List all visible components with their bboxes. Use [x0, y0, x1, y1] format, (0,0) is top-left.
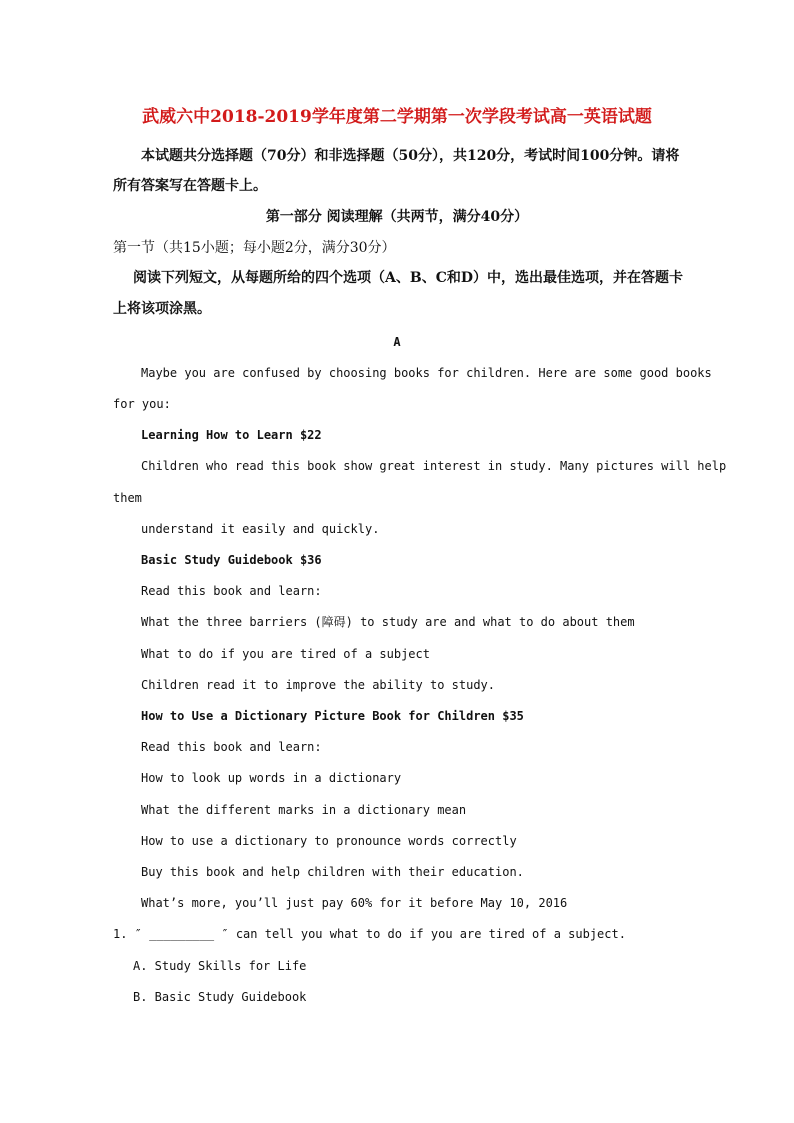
- document-title: 武威六中2018-2019学年度第二学期第一次学段考试高一英语试题: [142, 107, 652, 127]
- book3-item-3: How to use a dictionary to pronounce words correctly: [141, 834, 517, 848]
- book2-read: Read this book and learn:: [141, 584, 322, 598]
- passage-line-2: for you:: [113, 397, 171, 411]
- part-heading: 第一部分 阅读理解（共两节，满分40分）: [265, 209, 529, 225]
- question-1-option-b: B. Basic Study Guidebook: [133, 990, 307, 1004]
- question-1-option-a: A. Study Skills for Life: [133, 959, 307, 973]
- passage-label: A: [393, 335, 401, 349]
- passage-line-1: Maybe you are confused by choosing books for children. Here are some good books: [141, 366, 712, 380]
- book1-line-3: understand it easily and quickly.: [141, 522, 380, 536]
- book2-title: Basic Study Guidebook $36: [141, 553, 322, 567]
- passage-closing: What’s more, you’ll just pay 60% for it before May 10, 2016: [141, 896, 568, 910]
- instruction-line-1: 阅读下列短文，从每题所给的四个选项（A、B、C和D）中，选出最佳选项，并在答题卡: [133, 270, 683, 286]
- book3-title: How to Use a Dictionary Picture Book for Children $35: [141, 709, 524, 723]
- section-heading: 第一节（共15小题；每小题2分，满分30分）: [113, 240, 396, 256]
- instruction-line-2: 上将该项涂黑。: [113, 301, 211, 317]
- intro-line-1: 本试题共分选择题（70分）和非选择题（50分），共120分，考试时间100分钟。请将: [141, 148, 680, 164]
- question-1-stem: 1. ″ _________ ″ can tell you what to do if you are tired of a subject.: [113, 927, 626, 941]
- book3-item-2: What the different marks in a dictionary mean: [141, 803, 467, 817]
- book2-item-3: Children read it to improve the ability to study.: [141, 678, 496, 692]
- book2-item-1: What the three barriers (障碍) to study are and what to do about them: [141, 615, 635, 629]
- book3-item-1: How to look up words in a dictionary: [141, 771, 402, 785]
- book1-line-1: Children who read this book show great interest in study. Many pictures will help: [141, 459, 727, 473]
- book1-title: Learning How to Learn $22: [141, 428, 322, 442]
- intro-line-2: 所有答案写在答题卡上。: [113, 178, 267, 194]
- book1-line-2: them: [113, 491, 142, 505]
- book3-read: Read this book and learn:: [141, 740, 322, 754]
- book3-item-4: Buy this book and help children with their education.: [141, 865, 524, 879]
- book2-item-2: What to do if you are tired of a subject: [141, 647, 430, 661]
